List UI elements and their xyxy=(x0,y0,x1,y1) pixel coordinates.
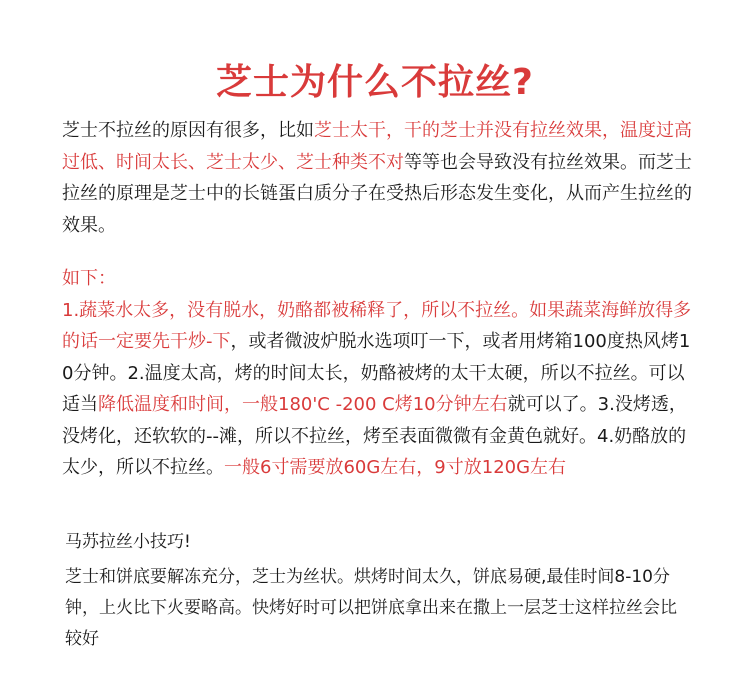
intro-text-1: 芝士不拉丝的原因有很多，比如 xyxy=(62,120,314,141)
reasons-text-1: ，或者微波炉脱水选项叮一下，或者用烤箱100度热风烤10分钟。2.温度太高，烤的时间太长，奶酪被烤的太干太硬，所以不拉丝。可以适当 xyxy=(62,331,691,415)
tips-body: 芝士和饼底要解冻充分，芝士为丝状。烘烤时间太久，饼底易硬,最佳时间8-10分钟，上火比下火要略高。快烤好时可以把饼底拿出来在撒上一层芝士这样拉丝会比较好 xyxy=(65,567,677,649)
tips-title: 马苏拉丝小技巧! xyxy=(65,532,191,552)
intro-text-2: 等等也会导致没有拉丝效果。而芝士拉丝的原理是芝士中的长链蛋白质分子在受热后形态发生变化，从而产生拉丝的效果。 xyxy=(62,151,692,236)
intro-highlight: 芝士太干，干的芝士并没有拉丝效果，温度过高过低、时间太长、芝士太少、芝士种类不对 xyxy=(62,120,692,173)
reason-2-highlight: 降低温度和时间，一般180'C -200 C烤10分钟左右 xyxy=(98,394,508,415)
reasons-heading: 如下： xyxy=(62,268,116,289)
page-title: 芝士为什么不拉丝? xyxy=(216,62,534,104)
reasons-paragraph xyxy=(62,263,692,484)
intro-paragraph xyxy=(62,115,692,241)
reason-1-highlight: 1.蔬菜水太多，没有脱水，奶酪都被稀释了，所以不拉丝。如果蔬菜海鲜放得多的话一定要先干炒-下 xyxy=(62,299,692,352)
reason-4-highlight: 一般6寸需要放60G左右，9寸放120G左右 xyxy=(224,457,567,478)
reasons-text-2: 就可以了。3.没烤透，没烤化，还软软的--滩，所以不拉丝，烤至表面微微有金黄色就好。4.奶酪放的太少，所以不拉丝。 xyxy=(62,394,687,478)
